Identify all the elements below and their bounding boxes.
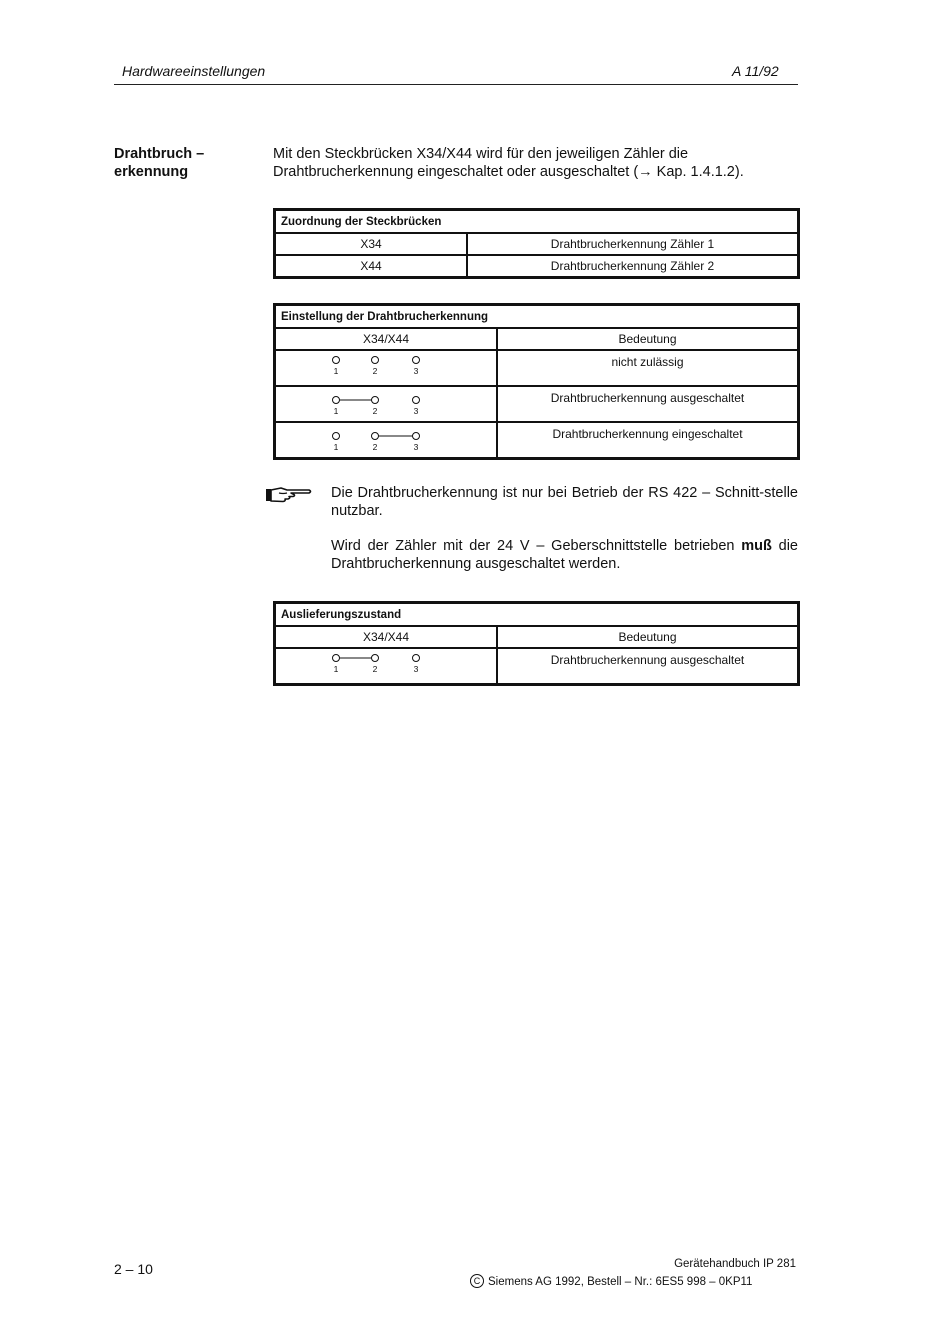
pin-label: 3: [413, 442, 419, 452]
column-header: Bedeutung: [497, 626, 798, 648]
jumper-pin: [372, 357, 379, 364]
table-title: Einstellung der Drahtbrucherkennung: [275, 305, 798, 328]
pin-label: 3: [413, 406, 419, 416]
jumper-diagram-cell: [275, 422, 497, 458]
table-title: Auslieferungszustand: [275, 603, 798, 626]
pin-label: 1: [333, 664, 339, 674]
table-cell: X44: [275, 255, 467, 277]
note-emphasis: muß: [741, 538, 772, 554]
table-row: [275, 422, 798, 458]
note-text: die Drahtbrucherkennung ausgeschaltet werden.: [331, 538, 798, 572]
note-paragraph-2: [331, 537, 798, 573]
pin-label: 2: [372, 664, 378, 674]
copyright-icon: C: [470, 1274, 484, 1288]
jumper-diagram-cell: [275, 386, 497, 422]
table-cell: Drahtbrucherkennung Zähler 2: [467, 255, 798, 277]
jumper-pin: [333, 357, 340, 364]
side-heading-line-2: erkennung: [114, 164, 189, 180]
jumper-pin: [333, 433, 340, 440]
delivery-state-table: [273, 601, 800, 686]
jumper-pin: [333, 397, 340, 404]
table-row: [275, 233, 798, 255]
jumper-pin: [413, 655, 420, 662]
pin-label: 1: [333, 442, 339, 452]
pointing-hand-icon: [265, 484, 313, 504]
jumper-pin: [413, 433, 420, 440]
jumper-diagram: [326, 353, 436, 377]
page-number: 2 – 10: [114, 1261, 153, 1277]
jumper-diagram-cell: [275, 350, 497, 386]
running-header-date: A 11/92: [732, 63, 779, 79]
table-cell: Drahtbrucherkennung eingeschaltet: [497, 422, 798, 458]
column-header: X34/X44: [275, 328, 497, 350]
pin-label: 1: [333, 406, 339, 416]
table-cell: nicht zulässig: [497, 350, 798, 386]
note-paragraph-1: Die Drahtbrucherkennung ist nur bei Betrieb der RS 422 – Schnitt-stelle nutzbar.: [331, 485, 798, 519]
pin-label: 2: [372, 366, 378, 376]
running-header-title: Hardwareeinstellungen: [122, 63, 266, 79]
jumper-diagram-cell: [275, 648, 497, 684]
column-header: X34/X44: [275, 626, 497, 648]
intro-paragraph: Mit den Steckbrücken X34/X44 wird für den jeweiligen Zähler die Drahtbrucherkennung eingeschaltet oder ausgeschaltet (→ Kap. 1.4.1.2).: [273, 146, 744, 180]
table-header-row: [275, 328, 798, 350]
jumper-assignment-table: [273, 208, 800, 279]
table-row: [275, 350, 798, 386]
pin-label: 2: [372, 406, 378, 416]
jumper-pin: [413, 357, 420, 364]
table-cell: Drahtbrucherkennung ausgeschaltet: [497, 648, 798, 684]
column-header: Bedeutung: [497, 328, 798, 350]
table-title: Zuordnung der Steckbrücken: [275, 210, 798, 233]
table-row: [275, 648, 798, 684]
jumper-diagram: [326, 429, 436, 453]
pin-label: 3: [413, 366, 419, 376]
note-text: Wird der Zähler mit der 24 V – Geberschnittstelle betrieben: [331, 538, 742, 554]
jumper-pin: [413, 397, 420, 404]
jumper-pin: [372, 397, 379, 404]
table-cell: X34: [275, 233, 467, 255]
jumper-pin: [333, 655, 340, 662]
pin-label: 1: [333, 366, 339, 376]
pin-label: 2: [372, 442, 378, 452]
jumper-diagram: [326, 393, 436, 417]
jumper-diagram: [326, 651, 436, 675]
table-cell: Drahtbrucherkennung ausgeschaltet: [497, 386, 798, 422]
side-heading-line-1: Drahtbruch –: [114, 146, 205, 162]
jumper-pin: [372, 433, 379, 440]
table-cell: Drahtbrucherkennung Zähler 1: [467, 233, 798, 255]
pin-label: 3: [413, 664, 419, 674]
footer-copyright-text: Siemens AG 1992, Bestell – Nr.: 6ES5 998 – 0KP11: [488, 1276, 753, 1288]
table-row: [275, 255, 798, 277]
side-heading: [114, 145, 204, 181]
header-rule: [114, 84, 798, 85]
jumper-pin: [372, 655, 379, 662]
footer-copyright: [470, 1274, 752, 1288]
table-row: [275, 386, 798, 422]
wire-break-setting-table: [273, 303, 800, 460]
table-header-row: [275, 626, 798, 648]
footer-manual-title: Gerätehandbuch IP 281: [674, 1258, 796, 1270]
